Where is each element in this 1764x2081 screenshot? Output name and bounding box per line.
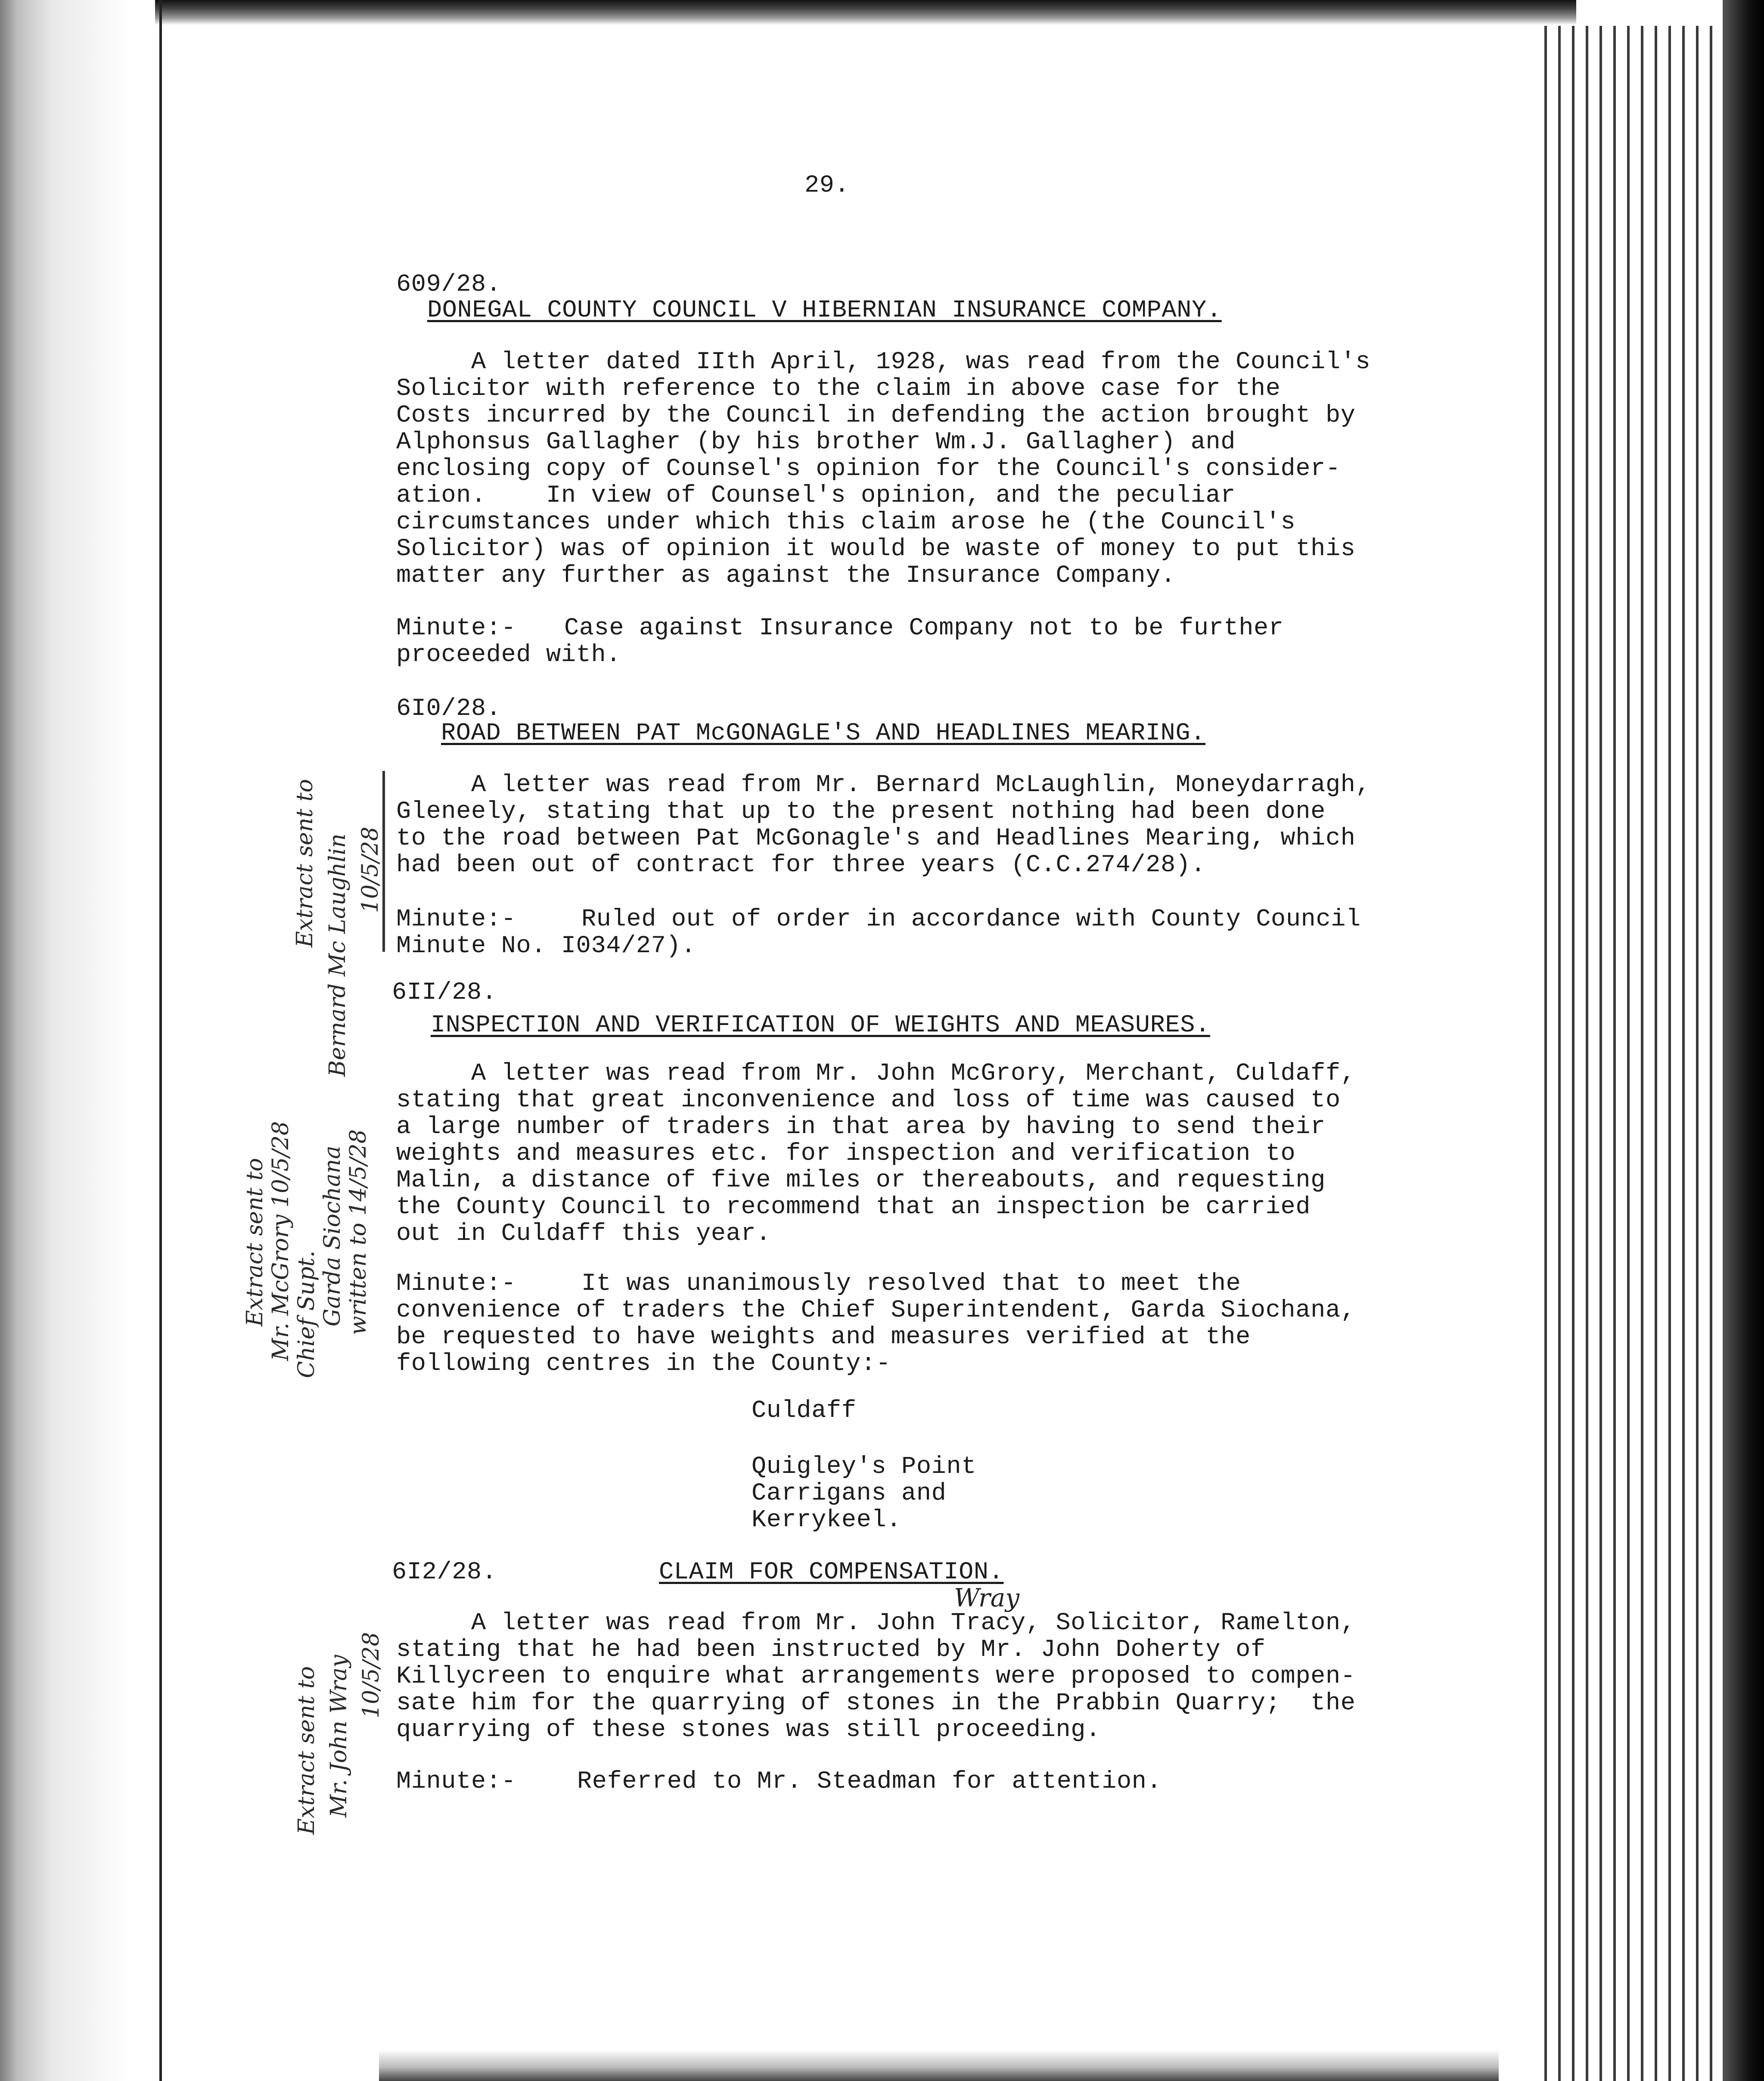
centre-item: Carrigans and bbox=[752, 1480, 947, 1507]
body-line: ation. In view of Counsel's opinion, and the peculiar bbox=[396, 482, 1236, 509]
margin-note-610-line2: Bernard Mc Laughlin bbox=[325, 833, 351, 1077]
minute-number-609: 609/28. bbox=[396, 271, 501, 298]
margin-note-612-date: 10/5/28 bbox=[358, 1632, 384, 1718]
body-line: A letter was read from Mr. John Tracy, Solicitor, Ramelton, bbox=[396, 1609, 1356, 1637]
body-line: the County Council to recommend that an inspection be carried bbox=[396, 1193, 1311, 1221]
margin-note-612-line1: Extract sent to bbox=[294, 1666, 320, 1835]
minute-text-609-cont: proceeded with. bbox=[396, 641, 621, 669]
body-line: matter any further as against the Insurance Company. bbox=[396, 562, 1176, 590]
body-611 bbox=[396, 1060, 1356, 1247]
body-line: sate him for the quarrying of stones in the Prabbin Quarry; the bbox=[396, 1690, 1356, 1717]
heading-609: DONEGAL COUNTY COUNCIL V HIBERNIAN INSURANCE COMPANY. bbox=[427, 297, 1222, 324]
body-line: Solicitor) was of opinion it would be waste of money to put this bbox=[396, 535, 1356, 563]
body-line: A letter dated IIth April, 1928, was read from the Council's bbox=[396, 348, 1371, 376]
body-line: stating that he had been instructed by Mr. John Doherty of bbox=[396, 1636, 1266, 1664]
minute-number-610: 6I0/28. bbox=[396, 695, 501, 723]
margin-note-610-date: 10/5/28 bbox=[357, 826, 383, 913]
minute-text-612: Referred to Mr. Steadman for attention. bbox=[577, 1768, 1162, 1795]
body-line: a large number of traders in that area by having to send their bbox=[396, 1113, 1326, 1141]
margin-note-611-line2: Mr. McGrory 10/5/28 bbox=[268, 1121, 294, 1361]
margin-note-611-line1: Extract sent to bbox=[242, 1158, 268, 1326]
body-612 bbox=[396, 1610, 1356, 1743]
minute-number-612: 6I2/28. bbox=[392, 1559, 497, 1586]
body-line: stating that great inconvenience and loss of time was caused to bbox=[396, 1087, 1341, 1114]
minute-text-611: It was unanimously resolved that to meet the bbox=[581, 1270, 1241, 1298]
body-line: to the road between Pat McGonagle's and Headlines Mearing, which bbox=[396, 825, 1356, 852]
minute-line: following centres in the County:- bbox=[396, 1350, 891, 1378]
minute-label-611: Minute:- bbox=[396, 1270, 516, 1298]
minute-text-609: Case against Insurance Company not to be further bbox=[564, 615, 1284, 642]
heading-612: CLAIM FOR COMPENSATION. bbox=[659, 1559, 1004, 1586]
minute-text-611-cont bbox=[396, 1297, 1356, 1377]
minute-text-610-cont: Minute No. I034/27). bbox=[396, 932, 696, 960]
body-line: Malin, a distance of five miles or thereabouts, and requesting bbox=[396, 1167, 1326, 1194]
minute-label-612: Minute:- bbox=[396, 1768, 516, 1795]
body-line: A letter was read from Mr. Bernard McLaughlin, Moneydarragh, bbox=[396, 771, 1371, 799]
body-line: quarrying of these stones was still proceeding. bbox=[396, 1716, 1101, 1744]
page-number: 29. bbox=[804, 172, 850, 199]
minute-number-611: 6II/28. bbox=[392, 979, 497, 1006]
margin-note-611-line3: Chief Supt. bbox=[294, 1250, 320, 1378]
body-609 bbox=[396, 349, 1370, 589]
heading-610: ROAD BETWEEN PAT McGONAGLE'S AND HEADLINES MEARING. bbox=[441, 720, 1206, 747]
body-line: A letter was read from Mr. John McGrory, Merchant, Culdaff, bbox=[396, 1060, 1356, 1087]
minute-line: convenience of traders the Chief Superintendent, Garda Siochana, bbox=[396, 1297, 1356, 1324]
body-line: Gleneely, stating that up to the present nothing had been done bbox=[396, 798, 1326, 826]
margin-note-612-line2: Mr. John Wray bbox=[326, 1655, 352, 1817]
body-line: circumstances under which this claim arose he (the Council's bbox=[396, 509, 1296, 536]
body-line: had been out of contract for three years (C.C.274/28). bbox=[396, 851, 1206, 879]
body-line: weights and measures etc. for inspection and verification to bbox=[396, 1140, 1296, 1168]
margin-note-611-line5: written to 14/5/28 bbox=[345, 1129, 371, 1335]
body-line: Killycreen to enquire what arrangements were proposed to compen- bbox=[396, 1663, 1356, 1690]
centre-item: Quigley's Point bbox=[752, 1453, 977, 1481]
margin-note-611-line4: Garda Siochana bbox=[320, 1146, 345, 1326]
minute-label-610: Minute:- bbox=[396, 906, 516, 933]
body-line: Alphonsus Gallagher (by his brother Wm.J. Gallagher) and bbox=[396, 429, 1236, 456]
centre-item: Culdaff bbox=[752, 1397, 857, 1425]
body-610 bbox=[396, 772, 1370, 879]
body-line: out in Culdaff this year. bbox=[396, 1220, 771, 1248]
minute-label-609: Minute:- bbox=[396, 615, 516, 642]
margin-note-610-line1: Extract sent to bbox=[292, 779, 318, 947]
heading-611: INSPECTION AND VERIFICATION OF WEIGHTS AND MEASURES. bbox=[431, 1012, 1210, 1039]
body-line: Costs incurred by the Council in defending the action brought by bbox=[396, 402, 1356, 429]
centre-item: Kerrykeel. bbox=[752, 1506, 902, 1534]
minute-line: be requested to have weights and measures verified at the bbox=[396, 1323, 1251, 1351]
body-line: enclosing copy of Counsel's opinion for the Council's consider- bbox=[396, 455, 1341, 483]
minute-text-610: Ruled out of order in accordance with County Council bbox=[581, 906, 1361, 933]
body-line: Solicitor with reference to the claim in above case for the bbox=[396, 375, 1281, 403]
handwritten-correction-wray: Wray bbox=[954, 1583, 1020, 1612]
